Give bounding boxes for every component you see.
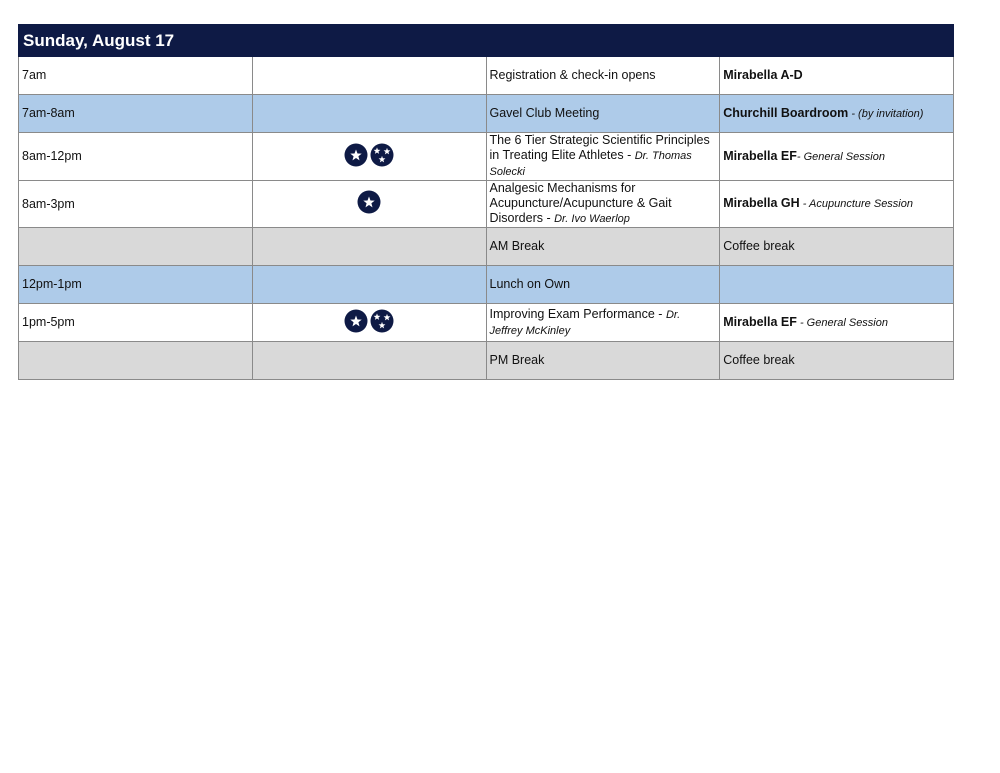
time-cell: 7am-8am (19, 95, 253, 133)
event-cell (486, 133, 720, 181)
event-cell (486, 181, 720, 228)
schedule-row (19, 266, 954, 304)
credit-badges (357, 190, 381, 214)
schedule-row (19, 133, 954, 181)
time-cell: 8am-3pm (19, 181, 253, 228)
credit-badges (344, 309, 394, 333)
location-cell (720, 57, 954, 95)
day-title: Sunday, August 17 (19, 25, 954, 57)
credit-icons-cell (252, 228, 486, 266)
speaker-name: Dr. Jeffrey McKinley (489, 308, 681, 337)
location-cell (720, 228, 954, 266)
day-header-row (19, 25, 954, 57)
location-name: Mirabella EF (723, 314, 797, 329)
schedule-row (19, 57, 954, 95)
event-title: Registration & check-in opens (489, 68, 656, 82)
event-title: AM Break (489, 239, 545, 253)
location-cell (720, 181, 954, 228)
schedule-row (19, 95, 954, 133)
event-cell (486, 266, 720, 304)
triple-star-badge-icon (370, 143, 394, 167)
location-note: Coffee break (723, 239, 795, 253)
time-cell (19, 342, 253, 380)
credit-badges (344, 143, 394, 167)
triple-star-badge-icon (370, 309, 394, 333)
schedule-row (19, 304, 954, 342)
event-cell (486, 342, 720, 380)
schedule-row (19, 181, 954, 228)
schedule-row (19, 342, 954, 380)
location-note: Coffee break (723, 353, 795, 367)
single-star-badge-icon (344, 143, 368, 167)
location-cell (720, 266, 954, 304)
location-cell (720, 133, 954, 181)
location-note: - General Session (796, 316, 888, 329)
event-cell (486, 304, 720, 342)
location-note: - General Session (796, 150, 885, 163)
event-title: Gavel Club Meeting (489, 106, 600, 120)
location-name: Mirabella GH (723, 196, 800, 210)
time-cell: 1pm-5pm (19, 304, 253, 342)
single-star-badge-icon (344, 309, 368, 333)
schedule-table (18, 24, 954, 380)
single-star-badge-icon (357, 190, 381, 214)
credit-icons-cell (252, 57, 486, 95)
location-note: - (by invitation) (848, 107, 924, 120)
schedule-row (19, 228, 954, 266)
credit-icons-cell (252, 342, 486, 380)
event-title: Lunch on Own (489, 277, 571, 291)
speaker-name: Dr. Ivo Waerlop (554, 213, 630, 225)
credit-icons-cell (252, 133, 486, 181)
time-cell: 7am (19, 57, 253, 95)
event-title: Analgesic Mechanisms for Acupuncture/Acupuncture & Gait Disorders - (489, 181, 672, 225)
event-title: The 6 Tier Strategic Scientific Principles in Treating Elite Athletes - (489, 133, 710, 162)
event-cell (486, 57, 720, 95)
credit-icons-cell (252, 266, 486, 304)
location-name: Mirabella EF (723, 148, 797, 163)
time-cell (19, 228, 253, 266)
event-title: PM Break (489, 353, 545, 367)
credit-icons-cell (252, 304, 486, 342)
credit-icons-cell (252, 95, 486, 133)
time-cell: 12pm-1pm (19, 266, 253, 304)
location-name: Mirabella A-D (723, 68, 803, 82)
event-title: Improving Exam Performance - (489, 306, 666, 321)
credit-icons-cell (252, 181, 486, 228)
location-cell (720, 342, 954, 380)
event-cell (486, 228, 720, 266)
location-cell (720, 95, 954, 133)
location-cell (720, 304, 954, 342)
location-note: - Acupuncture Session (799, 198, 913, 210)
time-cell: 8am-12pm (19, 133, 253, 181)
speaker-name: Dr. Thomas Solecki (489, 150, 692, 178)
event-cell (486, 95, 720, 133)
location-name: Churchill Boardroom (723, 105, 849, 120)
